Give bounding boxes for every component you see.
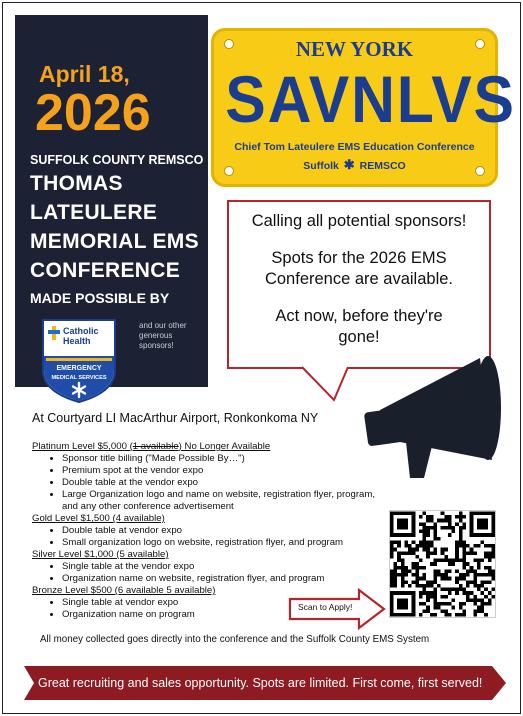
level-gold-title: Gold Level $1,500 (4 available)	[32, 513, 165, 524]
sponsor-callout	[227, 200, 491, 369]
plate-conference-line: Chief Tom Lateulere EMS Education Conference	[234, 141, 475, 153]
list-item: • Single table at the vendor expo	[62, 561, 387, 573]
plate-registration: SAVNLVS	[225, 62, 516, 136]
platinum-benefits	[62, 453, 387, 513]
list-item: • Sponsor title billing ("Made Possible By…")	[62, 453, 387, 465]
plate-suffolk: Suffolk	[303, 160, 339, 172]
title-line-3: MEMORIAL EMS	[30, 230, 199, 253]
title-line-1: THOMAS	[30, 172, 123, 195]
platinum-title-prefix: Platinum Level $5,000 (	[32, 441, 133, 452]
badge-service-line2: MEDICAL SERVICES	[51, 375, 107, 381]
list-item: • Double table at vendor expo	[62, 525, 387, 537]
title-line-4: CONFERENCE	[30, 259, 181, 282]
title-line-2: LATEULERE	[30, 201, 158, 224]
license-plate	[211, 28, 516, 187]
platinum-title-strike: 1 available	[132, 441, 179, 452]
badge-service-line1: EMERGENCY	[56, 365, 102, 372]
scan-to-apply-label: Scan to Apply!	[298, 602, 353, 612]
list-item: • Organization name on website, registration flyer, and program	[62, 573, 387, 585]
list-item: • Single table at vendor expo	[62, 597, 387, 609]
plate-remsco-line	[214, 157, 495, 173]
level-bronze-title: Bronze Level $500 (6 available 5 available)	[32, 585, 216, 596]
silver-benefits	[62, 561, 387, 585]
list-item: • Small organization logo on website, registration flyer, and program	[62, 537, 387, 549]
star-of-life-icon: ✱	[343, 157, 355, 172]
event-date: April 18,	[39, 61, 130, 87]
plate-state: NEW YORK	[295, 37, 414, 61]
money-note: All money collected goes directly into the conference and the Suffolk County EMS System	[40, 634, 430, 645]
level-platinum-title	[32, 441, 387, 453]
platinum-title-suffix: ) No Longer Available	[178, 441, 271, 452]
callout-line-3a: Act now, before they're	[275, 307, 443, 325]
callout-line-2a: Spots for the 2026 EMS	[271, 249, 447, 267]
other-sponsors-note: and our other generous sponsors!	[139, 321, 187, 350]
venue: At Courtyard LI MacArthur Airport, Ronkonkoma NY	[32, 411, 319, 425]
callout-line-2b: Conference are available.	[264, 270, 454, 288]
event-year: 2026	[35, 84, 151, 142]
callout-line-1: Calling all potential sponsors!	[251, 212, 467, 230]
callout-line-3b: gone!	[338, 328, 380, 346]
level-silver-title: Silver Level $1,000 (5 available)	[32, 549, 169, 560]
organizer: SUFFOLK COUNTY REMSCO	[30, 153, 204, 167]
banner-text: Great recruiting and sales opportunity. Spots are limited. First come, first served!	[38, 676, 483, 690]
list-item: • Double table at the vendor expo	[62, 477, 387, 489]
list-item: • Organization name on program	[62, 609, 387, 621]
list-item: • Premium spot at the vendor expo	[62, 465, 387, 477]
qr-code[interactable]	[389, 510, 496, 618]
catholic-health-ems-logo	[41, 318, 117, 404]
qr-code-icon	[390, 511, 495, 617]
list-item: • Large Organization logo and name on website, registration flyer, program, and any other conference advertisement	[62, 489, 387, 513]
plate-remsco: REMSCO	[359, 160, 406, 172]
gold-benefits	[62, 525, 387, 549]
made-possible-by: MADE POSSIBLE BY	[30, 290, 170, 306]
badge-name-line1: Catholic	[63, 326, 99, 336]
badge-name-line2: Health	[63, 336, 91, 346]
